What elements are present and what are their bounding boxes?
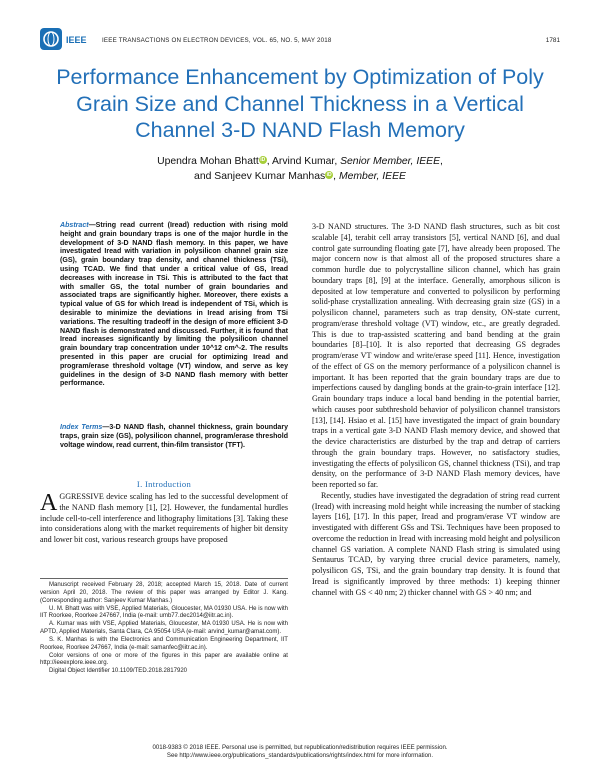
author-line-1: Upendra Mohan Bhatt iD , Arvind Kumar, Senior Member, IEEE,: [157, 156, 443, 167]
ieee-logo: [40, 24, 98, 54]
paper-title: Performance Enhancement by Optimization of Poly Grain Size and Channel Thickness in a Vertical Channel 3-D NAND Flash Memory: [56, 65, 544, 142]
footnote: A. Kumar was with VSE, Applied Materials, Gloucester, MA 01930 USA. He is now with APTD, Applied Materials, Santa Clara, CA 95054 USA (e-mail: arvind_kumar@amat.com).: [40, 621, 288, 636]
footnote: Color versions of one or more of the figures in this paper are available online at http://ieeexplore.ieee.org.: [40, 652, 288, 667]
orcid-icon[interactable]: iD: [260, 157, 266, 163]
abstract-text: —String read current (Iread) reduction with rising mold height and grain boundary traps is one of the major hurdle in the development of 3-D NAND flash memory. In this paper, we have investigated Iread with variation in polysilicon channel grain size (GS), grain boundary trap density, and channel thickness (TSi), using TCAD. We find that under a critical value of GS, Iread decreases with increase in TSi. This is attributed to the fact that with smaller GS, the total number of grain boundaries and associated traps are significantly higher. Moreover, there exists a typical value of GS for which Iread is independent of TSi, which is desirable to minimize the deviations in Iread arising from TSi variations. The resulting tradeoff in the design of more efficient 3-D NAND flash is demonstrated and discussed. Further, it is found that Iread increases significantly by limiting the polysilicon channel grain boundary trap concentration under 10^12 cm^-2. The results presented in this paper are crucial for optimizing Iread and program/erase threshold voltage (VT) window, and serve as key guidelines in the design of 3-D NAND flash memory with better performance.: [60, 222, 288, 388]
footnote: Digital Object Identifier 10.1109/TED.2018.2817920: [49, 668, 188, 675]
running-head: IEEE TRANSACTIONS ON ELECTRON DEVICES, VOL. 65, NO. 5, MAY 2018: [102, 37, 332, 44]
author-name: and Sanjeev Kumar Manhas: [194, 171, 326, 182]
drop-cap: A: [40, 490, 58, 516]
body-paragraph: 3-D NAND structures. The 3-D NAND flash structures, such as bit cost scalable [4], terabit cell array transistors [5], vertical NAND [6], and dual control gate surrounding floating gate [7], have already been proposed. The major concern now is that almost all of the proposed structures share a common hurdle due to polycrystalline silicon channel, which has grain boundary traps [8], [9] at the interface. Generally, amorphous silicon is deposited at low temperature and converted to polysilicon by performing solid-phase crystallization annealing. With decreasing grain size (GS) in a polysilicon channel, parameters such as trap density, ON-state current, program/erase threshold voltage (VT) window, etc., are greatly degraded. This is due to trap-assisted scattering and band bending at the grain boundaries [8]–[10]. It is also reported that decreasing GS degrades program/erase VT window and write/erase speed [11]. Hence, investigation of the effect of GS on the memory performance of a polysilicon channel is important. It has been reported that the grain boundary traps are due to imperfections caused by dangling bonds at the grain-to-grain interface [12]. Grain boundary traps induce a local band bending in the potential barrier, which causes poor subthreshold behavior of polysilicon channel transistors [13], [14]. Hsiao et al. [15] have investigated the impact of grain boundary traps in a vertical gate 3-D NAND Flash memory device, and showed that the device characteristics are disturbed by the trap and detrap of carriers through the grain boundary traps. However, no satisfactory studies, investigating the effects of polysilicon GS, channel thickness (TSi), and trap density, on the performance of 3-D NAND Flash memory devices, have been reported so far.: [312, 222, 560, 489]
footnote: S. K. Manhas is with the Electronics and Communication Engineering Department, IIT Roorkee, Roorkee 247667, India (e-mail: samanfec@iitr.ac.in).: [40, 636, 288, 651]
author-block: [40, 154, 560, 184]
index-terms: [60, 424, 288, 450]
author-line-2: and Sanjeev Kumar Manhas iD , Member, IEEE: [194, 171, 406, 182]
index-terms-lead: Index Terms: [60, 424, 103, 431]
right-column: [312, 222, 560, 598]
copyright-line-1: 0018-9383 © 2018 IEEE. Personal use is permitted, but republication/redistribution requires IEEE permission.: [152, 744, 448, 751]
author-name: Upendra Mohan Bhatt: [157, 156, 259, 167]
footnote: U. M. Bhatt was with VSE, Applied Materials, Gloucester, MA 01930 USA. He is now with IIT Roorkee, Roorkee 247667, India (e-mail: umb77.dec2014@iitr.ac.in).: [40, 605, 288, 620]
footnote: Manuscript received February 28, 2018; accepted March 15, 2018. Date of current version April 20, 2018. The review of this paper was arranged by Editor J. Kang. (Corresponding author: Sanjeev Kumar Manhas.): [40, 582, 288, 604]
author-role: Member, IEEE: [338, 171, 406, 182]
author-name: , Arvind Kumar,: [266, 156, 341, 167]
page-number: 1781: [545, 37, 560, 44]
copyright-line-2: See http://www.ieee.org/publications_standards/publications/rights/index.html for more information.: [166, 752, 434, 760]
footnote-divider: [40, 578, 288, 579]
publisher-logo-text: IEEE: [66, 35, 87, 45]
abstract-lead: Abstract: [60, 222, 89, 229]
abstract: [60, 222, 288, 389]
intro-paragraph: [40, 492, 288, 546]
index-terms-text: —3-D NAND flash, channel thickness, grain boundary traps, grain size (GS), polysilicon channel, program/erase threshold voltage window, read current, thin-film transistor (TFT).: [60, 424, 288, 449]
intro-text: GGRESSIVE device scaling has led to the successful development of the NAND flash memory [1], [2]. However, the fundamental hurdles include cell-to-cell interference and lithography limitations [3]. Taking these into considerations along with the market requirements of higher bit density and lower bit cost, various research groups have proposed: [40, 492, 288, 545]
section-heading: I. Introduction: [136, 479, 192, 489]
copyright-notice: [40, 744, 560, 760]
author-role: Senior Member, IEEE: [340, 156, 441, 167]
orcid-icon[interactable]: iD: [326, 172, 332, 178]
body-paragraph: Recently, studies have investigated the degradation of string read current (Iread) with increasing mold height while increasing the number of stacking layers [16], [17]. In this paper, Iread and program/erase VT window are investigated with different GSs and TSi. Techniques have been proposed to overcome the reduction in Iread with increasing mold height and polysilicon channel GS variation. A complete NAND Flash string is simulated using Sentaurus TCAD, by varying three crucial device parameters, namely, polysilicon GS, TSi, and the grain boundary trap density. It is found that Iread is significantly improved by three methods: 1) keeping thinner channel with GS < 40 nm; 2) thicker channel with GS > 40 nm; and: [312, 490, 560, 597]
footnotes: [40, 582, 288, 676]
